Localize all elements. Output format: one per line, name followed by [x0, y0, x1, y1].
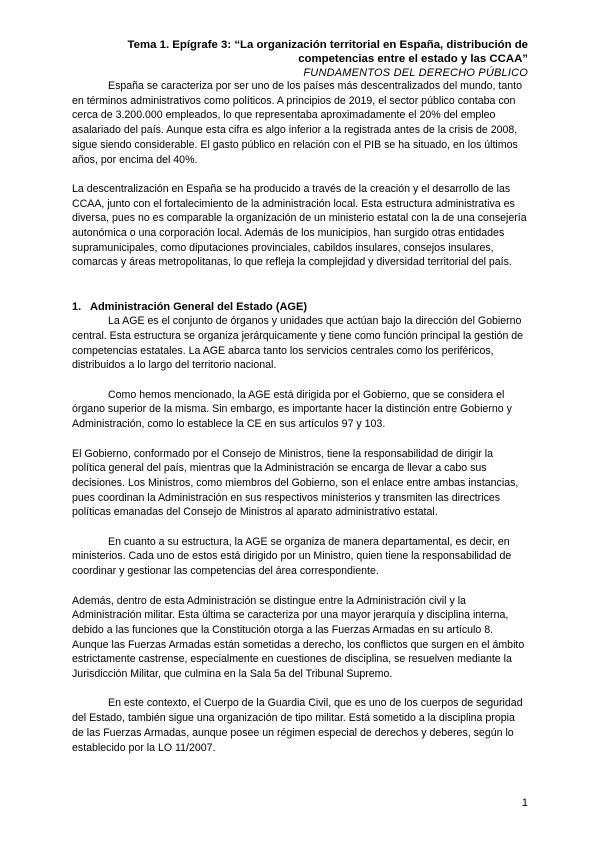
section-paragraph-1: La AGE es el conjunto de órganos y unidades que actúan bajo la dirección del Gobierno central. Esta estructura se organiza jerárquicamente y tiene como función principal la gestión de competencias estatales. La AGE abarca tanto los servicios centrales como los periféricos, distribuidos a lo largo del territorio nacional. [72, 315, 524, 372]
section-paragraph-6: En este contexto, el Cuerpo de la Guardia Civil, que es uno de los cuerpos de seguridad del Estado, también sigue una organización de tipo militar. Está sometido a la disciplina propia de las Fuerzas Armadas, aunque posee un régimen especial de derechos y deberes, según lo establecido por la LO 11/2007. [72, 697, 523, 754]
section-title: Administración General del Estado (AGE) [90, 300, 307, 313]
intro-paragraph-2: La descentralización en España se ha producido a través de la creación y el desarrollo de las CCAA, junto con el fortalecimiento de la administración local. Esta estructura administrativa es diversa, pues no es comparable la organización de un ministerio estatal con la de una consejería autonómica o una corporación local. Además de los municipios, han surgido otras entidades supramunicipales, como diputaciones provinciales, cabildos insulares, consejos insulares, comarcas y áreas metropolitanas, lo que refleja la complejidad y diversidad territorial del país. [72, 182, 527, 269]
section-heading [72, 300, 528, 315]
header-title-line2: competencias entre el estado y las CCAA” [298, 53, 528, 65]
section-paragraph-2: Como hemos mencionado, la AGE está dirigida por el Gobierno, que se considera el órgano superior de la misma. Sin embargo, es importante hacer la distinción entre Gobierno y Administración, como lo establece la CE en sus artículos 97 y 103. [72, 388, 512, 431]
page-header [108, 38, 528, 80]
section-paragraph-5: Además, dentro de esta Administración se distingue entre la Administración civil y la Administración militar. Esta última se caracteriza por una mayor jerarquía y disciplina interna, debido a las funciones que la Constitución otorga a las Fuerzas Armadas en su artículo 8. Aunque las Fuerzas Armadas están sometidas a derecho, los conflictos que surgen en el ámbito estrictamente castrense, especialmente en cuestiones de disciplina, se resuelven mediante la Jurisdicción Militar, que culmina en la Sala 5a del Tribunal Supremo. [72, 594, 525, 681]
section-number: 1. [72, 300, 82, 313]
section-paragraph-4: En cuanto a su estructura, la AGE se organiza de manera departamental, es decir, en ministerios. Cada uno de estos está dirigido por un Ministro, quien tiene la responsabilidad de coordinar y gestionar las competencias del área correspondiente. [72, 535, 512, 578]
intro-paragraph-1: España se caracteriza por ser uno de los países más descentralizados del mundo, tanto en términos administrativos como políticos. A principios de 2019, el sector público contaba con cerca de 3.200.000 empleados, lo que representaba aproximadamente el 20% del empleo asalariado del país. Aunque esta cifra es algo inferior a la registrada antes de la crisis de 2008, sigue siendo considerable. El gasto público en relación con el PIB se ha situado, en los últimos años, por encima del 40%. [72, 80, 522, 166]
document-body [72, 79, 528, 755]
page-number: 1 [521, 797, 528, 809]
header-subject: FUNDAMENTOS DEL DERECHO PÚBLICO [303, 67, 528, 79]
section-paragraph-3: El Gobierno, conformado por el Consejo de Ministros, tiene la responsabilidad de dirigir la política general del país, mientras que la Administración se encarga de llevar a cabo sus decisiones. Los Ministros, como miembros del Gobierno, son el enlace entre ambas instancias, pues coordinan la Administración en sus respectivos ministerios y transmiten las directrices políticas emanadas del Consejo de Ministros al aparato administrativo estatal. [72, 447, 519, 519]
header-title-line1: Tema 1. Epígrafe 3: “La organización territorial en España, distribución de [127, 39, 528, 51]
